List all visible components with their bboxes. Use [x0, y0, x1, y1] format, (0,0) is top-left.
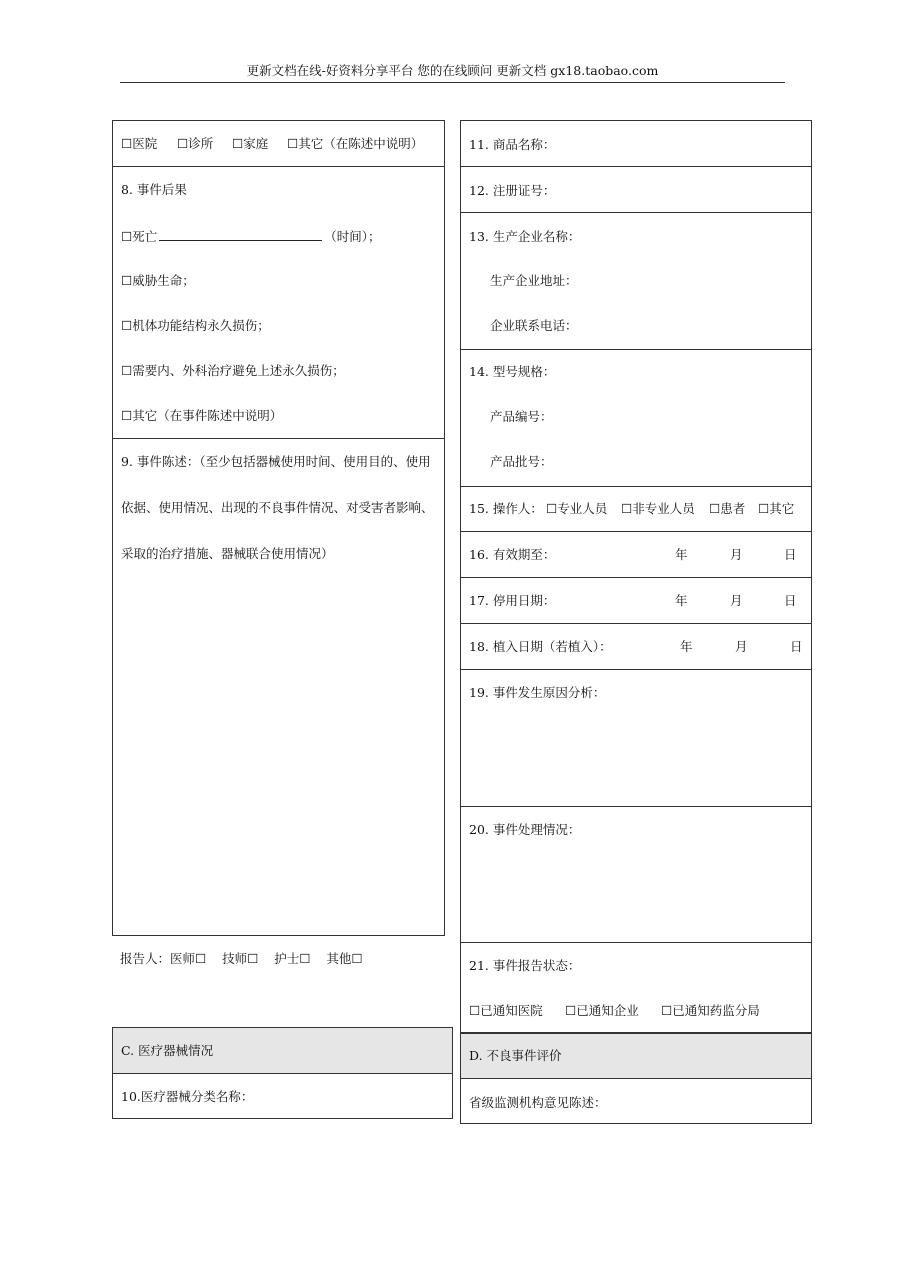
manufacturer-address-label: 生产企业地址：	[490, 273, 578, 288]
reporter-doctor[interactable]: 医师☐	[170, 951, 207, 966]
product-name-label: 11. 商品名称：	[469, 137, 556, 152]
consequence-permanent-damage[interactable]: ☐机体功能结构永久损伤；	[121, 318, 270, 333]
section-d-header	[461, 1034, 811, 1079]
manufacturer-phone-label: 企业联系电话：	[490, 318, 578, 333]
stop-date-label: 17. 停用日期：	[469, 593, 556, 608]
report-status-section	[461, 943, 811, 1032]
operator-professional[interactable]: ☐专业人员	[546, 501, 608, 516]
reporter-other[interactable]: 其他☐	[326, 951, 363, 966]
operator-nonprofessional[interactable]: ☐非专业人员	[621, 501, 695, 516]
expiry-day: 日	[784, 547, 797, 562]
cause-analysis-section[interactable]	[461, 670, 811, 807]
reporter-nurse[interactable]: 护士☐	[274, 951, 311, 966]
death-suffix: （时间）；	[324, 229, 381, 244]
consequence-title: 8. 事件后果	[121, 182, 187, 197]
place-option-clinic[interactable]: ☐诊所	[177, 136, 214, 151]
event-description-section[interactable]	[113, 439, 444, 935]
expiry-month: 月	[730, 547, 743, 562]
section-d-title: D. 不良事件评价	[469, 1048, 562, 1063]
section-d-box	[460, 1033, 812, 1124]
page-header: 更新文档在线-好资料分享平台 您的在线顾问 更新文档 gx18.taobao.com	[120, 62, 785, 83]
reporter-row	[120, 951, 363, 967]
reporter-label: 报告人：	[120, 951, 171, 966]
event-consequence-section	[113, 167, 444, 439]
left-form-box	[112, 120, 445, 936]
cause-analysis-label: 19. 事件发生原因分析：	[469, 685, 606, 700]
operator-other[interactable]: ☐其它	[758, 501, 795, 516]
provincial-opinion-row[interactable]	[461, 1079, 811, 1123]
right-form-box	[460, 120, 812, 1033]
section-c-title: C. 医疗器械情况	[121, 1043, 214, 1058]
event-description-text: 9. 事件陈述：（至少包括器械使用时间、使用目的、使用依据、使用情况、出现的不良事件情况、对受害者影响、采取的治疗措施、器械联合使用情况）	[121, 454, 434, 561]
consequence-treatment-needed[interactable]: ☐需要内、外科治疗避免上述永久损伤；	[121, 363, 345, 378]
section-c-header	[113, 1028, 452, 1074]
model-spec-label: 14. 型号规格：	[469, 364, 556, 379]
place-option-home[interactable]: ☐家庭	[232, 136, 269, 151]
status-notified-fda-branch[interactable]: ☐已通知药监分局	[661, 1003, 760, 1018]
stop-date-month: 月	[730, 593, 743, 608]
operator-patient[interactable]: ☐患者	[709, 501, 746, 516]
consequence-other[interactable]: ☐其它（在事件陈述中说明）	[121, 408, 283, 423]
report-status-label: 21. 事件报告状态：	[469, 958, 581, 973]
status-notified-company[interactable]: ☐已通知企业	[565, 1003, 639, 1018]
operator-row	[461, 487, 811, 532]
device-category-label: 10.医疗器械分类名称：	[121, 1089, 254, 1104]
operator-label: 15. 操作人：	[469, 501, 543, 516]
consequence-life-threat[interactable]: ☐威胁生命；	[121, 273, 195, 288]
implant-date-day: 日	[790, 639, 803, 654]
reporter-technician[interactable]: 技师☐	[222, 951, 259, 966]
status-notified-hospital[interactable]: ☐已通知医院	[469, 1003, 543, 1018]
registration-row[interactable]	[461, 167, 811, 213]
manufacturer-section[interactable]	[461, 213, 811, 350]
stop-date-row[interactable]	[461, 578, 811, 624]
product-batch-label: 产品批号：	[490, 454, 553, 469]
provincial-opinion-label: 省级监测机构意见陈述：	[469, 1095, 607, 1110]
registration-label: 12. 注册证号：	[469, 183, 556, 198]
product-name-row[interactable]	[461, 121, 811, 167]
implant-date-year: 年	[680, 639, 693, 654]
expiry-year: 年	[675, 547, 688, 562]
place-row	[113, 121, 444, 167]
implant-date-label: 18. 植入日期（若植入）：	[469, 639, 612, 654]
handling-label: 20. 事件处理情况：	[469, 822, 581, 837]
stop-date-year: 年	[675, 593, 688, 608]
consequence-death[interactable]	[121, 228, 380, 245]
death-time-blank[interactable]	[159, 228, 322, 241]
death-label: ☐死亡	[121, 229, 158, 244]
device-category-row[interactable]	[113, 1074, 452, 1118]
model-section[interactable]	[461, 350, 811, 487]
place-option-hospital[interactable]: ☐医院	[121, 136, 158, 151]
section-c-box	[112, 1027, 453, 1119]
handling-section[interactable]	[461, 807, 811, 943]
expiry-row[interactable]	[461, 532, 811, 578]
manufacturer-name-label: 13. 生产企业名称：	[469, 229, 581, 244]
implant-date-row[interactable]	[461, 624, 811, 670]
expiry-label: 16. 有效期至：	[469, 547, 556, 562]
place-option-other[interactable]: ☐其它（在陈述中说明）	[287, 136, 424, 151]
implant-date-month: 月	[735, 639, 748, 654]
product-number-label: 产品编号：	[490, 409, 553, 424]
stop-date-day: 日	[784, 593, 797, 608]
